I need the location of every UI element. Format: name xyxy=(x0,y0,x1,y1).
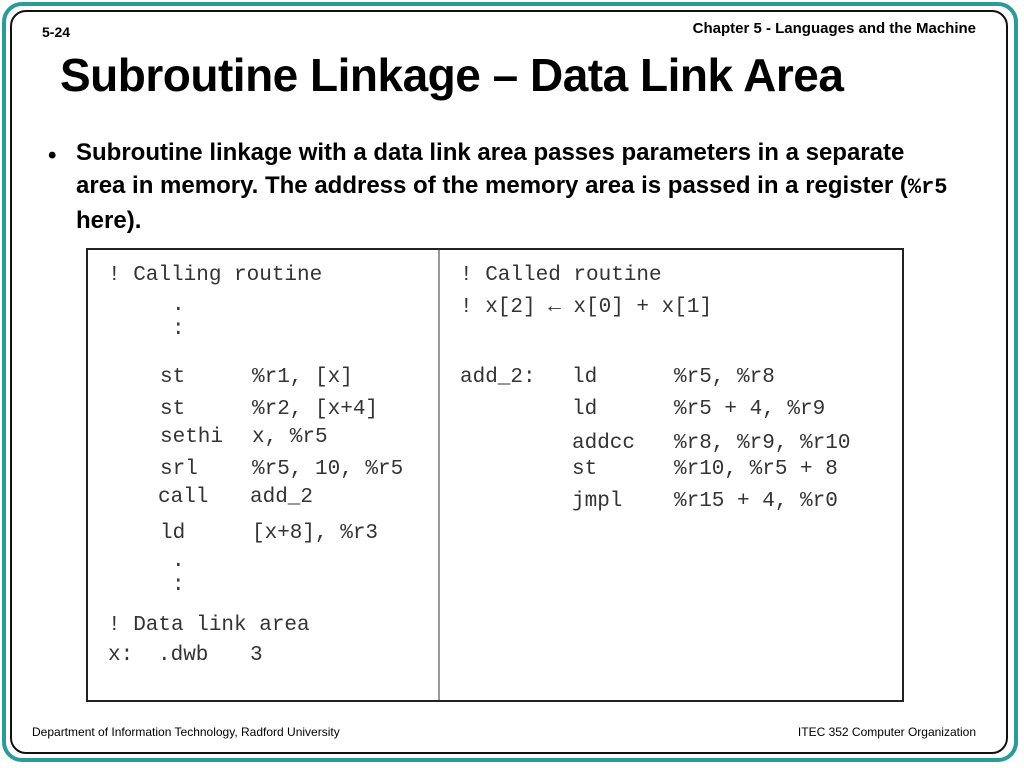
code-column-divider xyxy=(438,250,440,700)
dots-top-2: : xyxy=(172,318,185,341)
bullet-text xyxy=(76,136,956,237)
dots-bottom-1: . xyxy=(172,550,185,573)
left-args-5: add_2 xyxy=(250,486,314,509)
right-args-5: %r15 + 4, %r0 xyxy=(674,490,838,513)
dots-top-1: . xyxy=(172,294,185,317)
left-args-4: %r5, 10, %r5 xyxy=(252,458,404,481)
data-op: .dwb xyxy=(158,644,209,667)
left-op-2: st xyxy=(160,398,186,421)
right-op-4: st xyxy=(572,458,598,481)
comment-expression: ! x[2] ← x[0] + x[1] xyxy=(460,296,713,319)
footer-course: ITEC 352 Computer Organization xyxy=(797,725,976,739)
comment-called-routine: ! Called routine xyxy=(460,264,662,287)
left-args-3: x, %r5 xyxy=(252,426,328,449)
right-op-3: addcc xyxy=(572,432,636,455)
left-op-1: st xyxy=(160,366,186,389)
bullet-text-after: here). xyxy=(76,207,142,234)
data-args: 3 xyxy=(250,644,263,667)
left-op-3: sethi xyxy=(160,426,224,449)
left-op-4: srl xyxy=(160,458,198,481)
right-op-5: jmpl xyxy=(572,490,623,513)
code-listing-box xyxy=(86,248,904,702)
left-args-2: %r2, [x+4] xyxy=(252,398,379,421)
data-label: x: xyxy=(108,644,134,667)
right-op-1: ld xyxy=(572,366,598,389)
bullet-register: %r5 xyxy=(907,175,948,200)
slide-number: 5-24 xyxy=(42,24,71,40)
right-args-1: %r5, %r8 xyxy=(674,366,775,389)
footer-department: Department of Information Technology, Radford University xyxy=(32,725,340,739)
left-op-5: call xyxy=(158,486,209,509)
dots-bottom-2: : xyxy=(172,574,185,597)
right-args-3: %r8, %r9, %r10 xyxy=(674,432,851,455)
left-args-6: [x+8], %r3 xyxy=(252,522,379,545)
chapter-title: Chapter 5 - Languages and the Machine xyxy=(692,20,976,37)
bullet-text-before: Subroutine linkage with a data link area passes parameters in a separate area in memory. The address of the memory area is passed in a register ( xyxy=(76,139,908,199)
bullet-dot-icon: • xyxy=(48,142,57,169)
right-label: add_2: xyxy=(460,366,536,389)
comment-data-link-area: ! Data link area xyxy=(108,614,310,637)
right-op-2: ld xyxy=(572,398,598,421)
right-args-2: %r5 + 4, %r9 xyxy=(674,398,826,421)
right-args-4: %r10, %r5 + 8 xyxy=(674,458,838,481)
comment-calling-routine: ! Calling routine xyxy=(108,264,323,287)
left-args-1: %r1, [x] xyxy=(252,366,353,389)
left-op-6: ld xyxy=(160,522,186,545)
slide-title: Subroutine Linkage – Data Link Area xyxy=(60,49,844,101)
